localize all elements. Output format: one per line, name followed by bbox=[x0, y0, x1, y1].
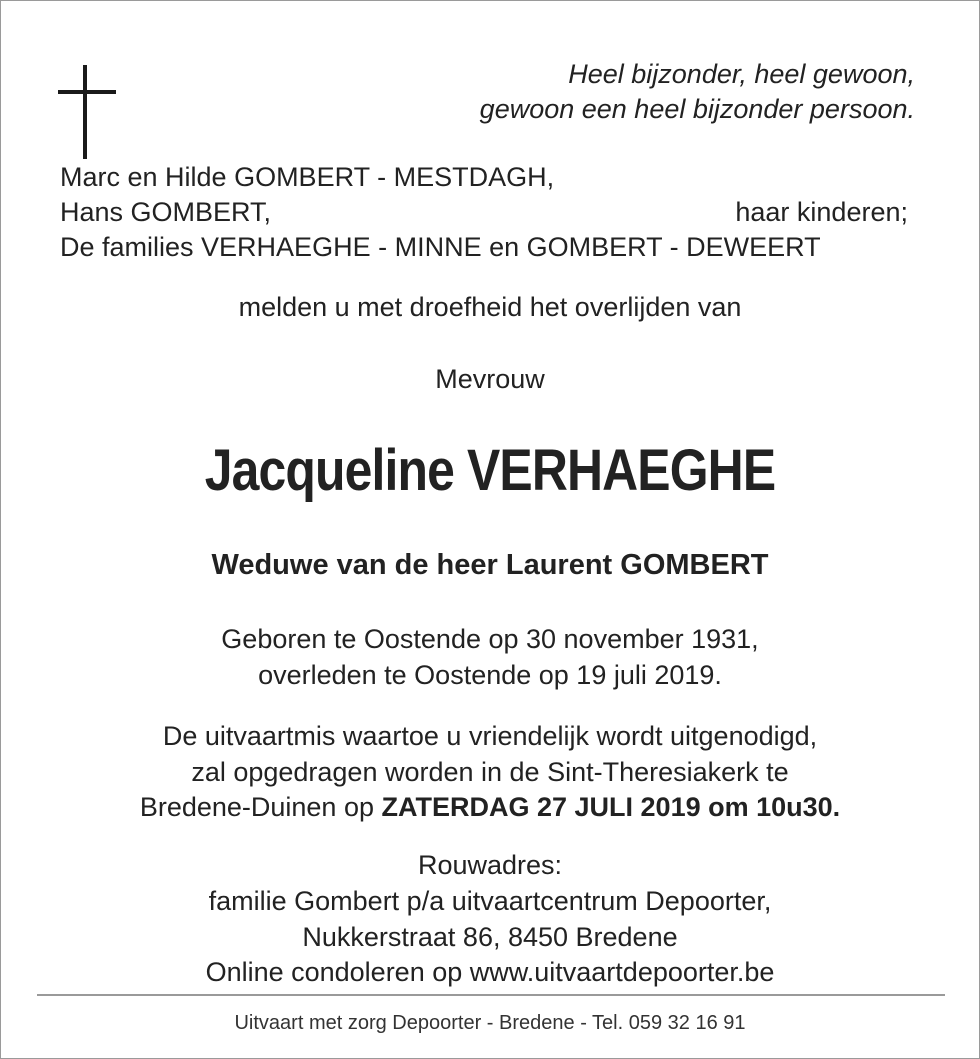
motto-line-2: gewoon een heel bijzonder persoon. bbox=[479, 94, 915, 124]
family-line-3: De families VERHAEGHE - MINNE en GOMBERT - DEWEERT bbox=[60, 232, 821, 262]
deceased-name: Jacqueline VERHAEGHE bbox=[204, 438, 776, 503]
spouse-line: Weduwe van de heer Laurent GOMBERT bbox=[211, 549, 769, 581]
funeral-date-time: ZATERDAG 27 JULI 2019 om 10u30. bbox=[381, 792, 841, 822]
announcement: melden u met droefheid het overlijden van bbox=[238, 292, 742, 322]
birth-line: Geboren te Oostende op 30 november 1931, bbox=[221, 624, 759, 654]
motto-line-1: Heel bijzonder, heel gewoon, bbox=[568, 59, 915, 89]
address-heading: Rouwadres: bbox=[417, 850, 563, 880]
family-line-1: Marc en Hilde GOMBERT - MESTDAGH, bbox=[60, 162, 555, 192]
condolence-line: Online condoleren op www.uitvaartdepoorter.be bbox=[205, 957, 775, 987]
motto bbox=[480, 57, 915, 127]
family-line-2-right: haar kinderen; bbox=[735, 197, 908, 227]
funeral-line-3-prefix: Bredene-Duinen op bbox=[139, 792, 374, 822]
family-line-2-left: Hans GOMBERT, bbox=[60, 197, 272, 227]
footer-divider bbox=[37, 994, 945, 996]
death-line: overleden te Oostende op 19 juli 2019. bbox=[258, 660, 722, 690]
address-line-2: Nukkerstraat 86, 8450 Bredene bbox=[302, 922, 678, 952]
cross-icon bbox=[58, 65, 116, 159]
funeral-line-2: zal opgedragen worden in de Sint-Theresiakerk te bbox=[191, 757, 789, 787]
footer-text: Uitvaart met zorg Depoorter - Bredene - Tel. 059 32 16 91 bbox=[234, 1012, 746, 1034]
salutation: Mevrouw bbox=[435, 364, 545, 394]
funeral-line-1: De uitvaartmis waartoe u vriendelijk wordt uitgenodigd, bbox=[162, 721, 818, 751]
family-line-2 bbox=[60, 195, 916, 230]
funeral-line-3 bbox=[1, 790, 979, 825]
address-line-1: familie Gombert p/a uitvaartcentrum Depoorter, bbox=[208, 886, 772, 916]
